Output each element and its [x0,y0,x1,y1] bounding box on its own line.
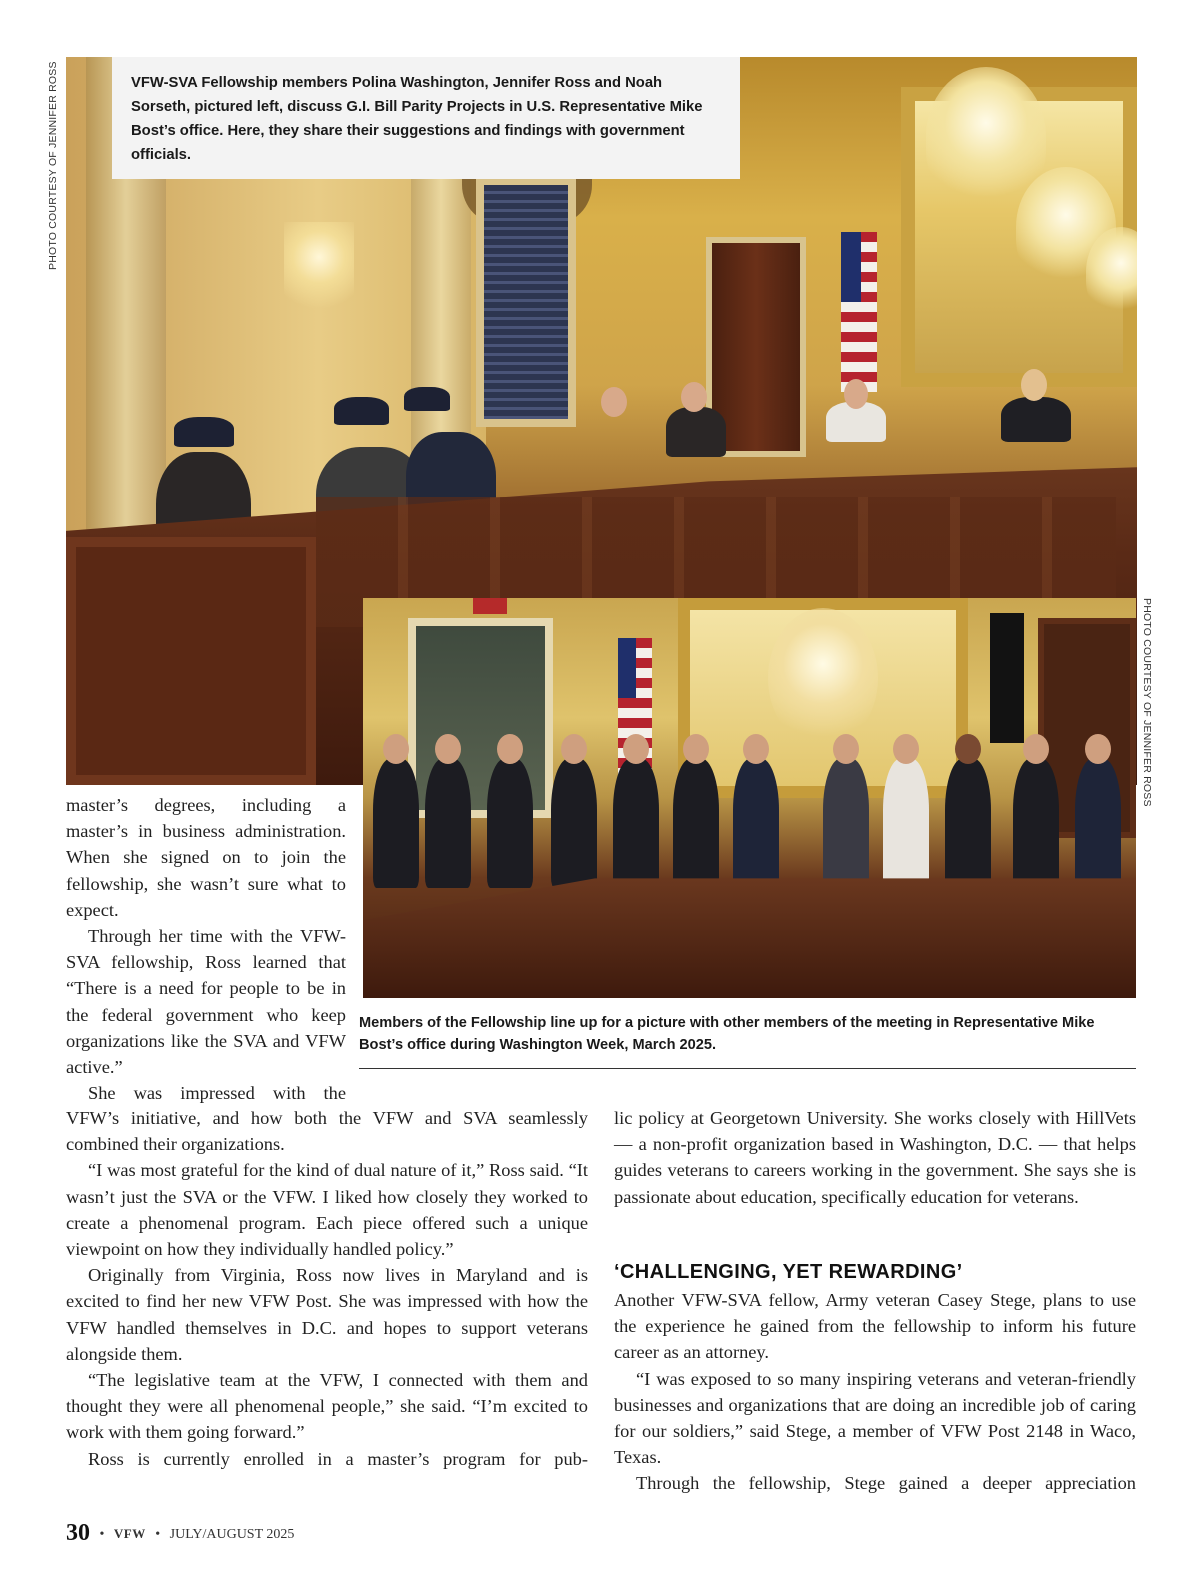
article-column-right [614,1105,1136,1210]
paragraph: VFW’s initiative, and how both the VFW and SVA seamlessly combined their organizations. [66,1108,588,1155]
paragraph: Ross is currently enrolled in a master’s program for pub- [88,1448,588,1469]
photo-group-lineup [363,598,1136,998]
folio-separator: • [99,1527,105,1542]
article-column-left [66,1105,588,1472]
page-number: 30 [66,1520,90,1546]
article-column-narrow [66,792,346,1106]
photo-caption-top: VFW-SVA Fellowship members Polina Washington, Jennifer Ross and Noah Sorseth, pictured left, discuss G.I. Bill Parity Projects in U.S. Representative Mike Bost’s office. Here, they share their suggestions and findings with government officials. [131,75,703,163]
paragraph: Through the fellowship, Stege gained a deeper appreciation [636,1473,1136,1494]
photo-caption-bottom: Members of the Fellowship line up for a picture with other members of the meeting in Representative Mike Bost’s office during Washington Week, March 2025. [359,1015,1095,1053]
paragraph: master’s degrees, including a master’s in business administration. When she signed on to join the fellowship, she wasn’t sure what to expect. [66,795,346,920]
paragraph: “The legislative team at the VFW, I connected with them and thought they were all phenomenal people,” she said. “I’m excited to work with them going forward.” [66,1370,588,1443]
paragraph: lic policy at Georgetown University. She works closely with HillVets — a non-profit organization based in Washington, D.C. — that helps guides veterans to careers working in the government. She says she is passionate about education, specifically education for veterans. [614,1108,1136,1207]
paragraph: She was impressed with the [88,1083,346,1104]
paragraph: Through her time with the VFW-SVA fellowship, Ross learned that “There is a need for people to be in the federal government who keep organizations like the SVA and VFW active.” [66,926,346,1078]
paragraph: Originally from Virginia, Ross now lives in Maryland and is excited to find her new VFW Post. She was impressed with how the VFW handled themselves in D.C. and hopes to support veterans alongside them. [66,1265,588,1364]
caption-top-box [112,57,740,179]
section-subhead: ‘CHALLENGING, YET REWARDING’ [614,1261,963,1283]
photo-credit-left: PHOTO COURTESY OF JENNIFER ROSS [47,61,59,270]
photo-credit-right: PHOTO COURTESY OF JENNIFER ROSS [1141,598,1153,807]
article-column-right-lower [614,1287,1136,1497]
caption-rule [359,1068,1136,1069]
page-folio [66,1520,294,1547]
issue-date: JULY/AUGUST 2025 [169,1527,295,1542]
folio-separator: • [155,1527,161,1542]
publication-name: VFW [113,1526,146,1541]
paragraph: Another VFW-SVA fellow, Army veteran Casey Stege, plans to use the experience he gained from the fellowship to inform his future career as an attorney. [614,1290,1136,1363]
paragraph: “I was most grateful for the kind of dual nature of it,” Ross said. “It wasn’t just the SVA or the VFW. I liked how closely they worked to create a phenomenal program. Each piece offered such a unique viewpoint on how they individually handled policy.” [66,1160,588,1260]
paragraph: “I was exposed to so many inspiring veterans and veteran-friendly businesses and organizations that are doing an incredible job of caring for our soldiers,” said Stege, a member of VFW Post 2148 in Waco, Texas. [614,1368,1136,1468]
